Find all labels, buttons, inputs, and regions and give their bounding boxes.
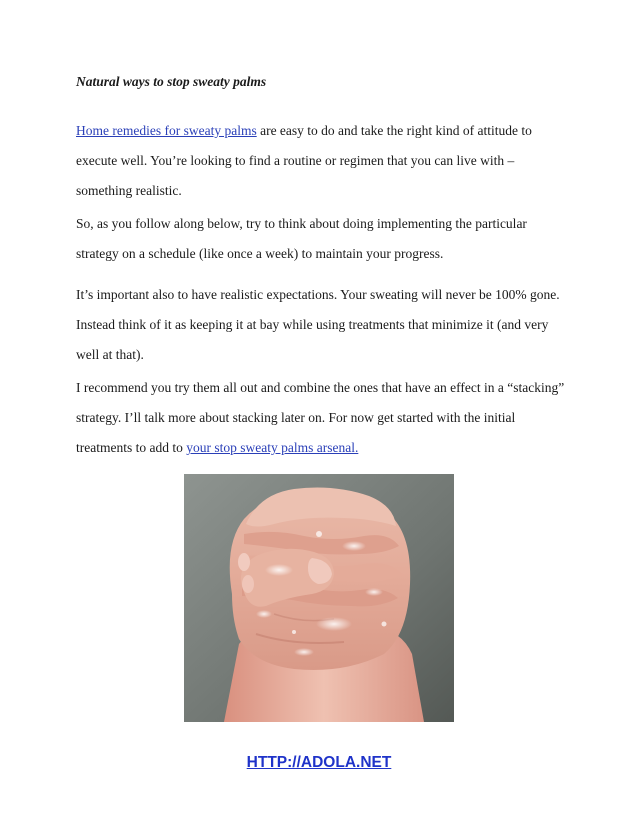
paragraph-intro — [76, 116, 566, 206]
paragraph-schedule: So, as you follow along below, try to think about doing implementing the particular strategy on a schedule (like once a week) to maintain your progress. — [76, 216, 527, 261]
adola-website-link[interactable]: HTTP://ADOLA.NET — [246, 754, 392, 771]
paragraph-recommend — [76, 373, 566, 463]
document-title: Natural ways to stop sweaty palms — [76, 74, 267, 89]
paragraph-intro-text: are easy to do and take the right kind of attitude to execute well. You’re looking to find a routine or regimen that you can live with – something realistic. — [76, 123, 532, 198]
document-page — [76, 72, 566, 455]
arsenal-link[interactable]: your stop sweaty palms arsenal. — [186, 440, 359, 455]
sweaty-fist-photo — [184, 474, 454, 722]
paragraph-expectations: It’s important also to have realistic expectations. Your sweating will never be 100% gone. Instead think of it as keeping it at bay while using treatments that minimize it (and very well at that). — [76, 287, 560, 362]
paragraph-recommend-text: I recommend you try them all out and combine the ones that have an effect in a “stacking” strategy. I’ll talk more about stacking later on. For now get started with the initial treatments to add to — [76, 380, 565, 455]
home-remedies-link[interactable]: Home remedies for sweaty palms — [76, 123, 257, 138]
